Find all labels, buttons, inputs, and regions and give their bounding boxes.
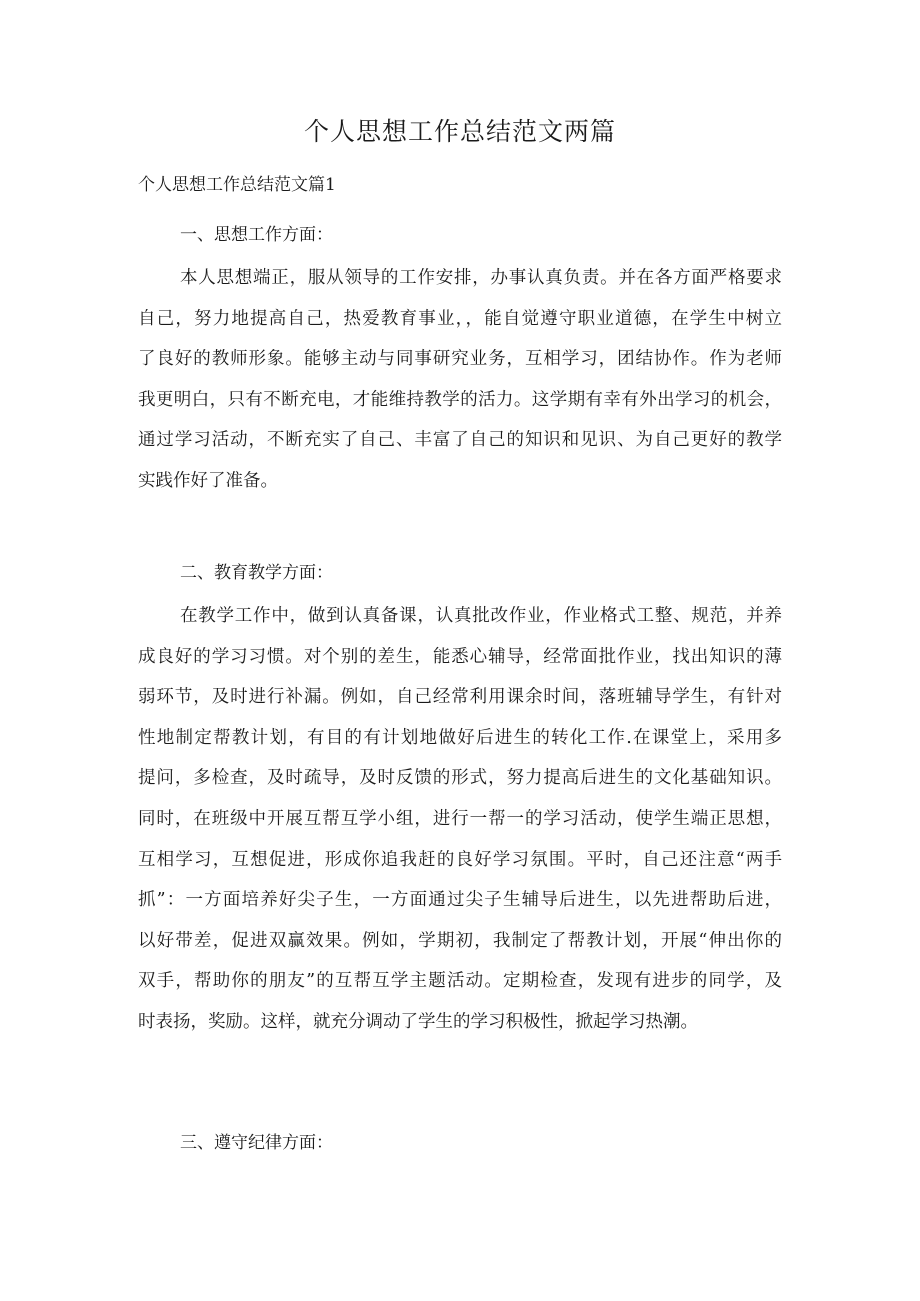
section-paragraph-thought — [138, 258, 782, 502]
paragraph-line: 性地制定帮教计划，有目的有计划地做好后进生的转化工作.在课堂上，采用多 — [138, 727, 782, 748]
paragraph-line: 互相学习，互想促进，形成你追我赶的良好学习氛围。平时，自己还注意“两手 — [138, 849, 782, 870]
paragraph-line: 我更明白，只有不断充电，才能维持教学的活力。这学期有幸有外出学习的机会， — [138, 389, 782, 410]
section-paragraph-teaching — [138, 596, 782, 1043]
paragraph-line: 时表扬，奖励。这样，就充分调动了学生的学习积极性，掀起学习热潮。 — [138, 1011, 698, 1032]
paragraph-line: 在教学工作中，做到认真备课，认真批改作业，作业格式工整、规范，并养 — [180, 606, 782, 626]
document-subtitle: 个人思想工作总结范文篇1 — [138, 175, 336, 195]
paragraph-line: 以好带差，促进双赢效果。例如，学期初，我制定了帮教计划，开展“伸出你的 — [138, 930, 782, 951]
paragraph-line: 成良好的学习习惯。对个别的差生，能悉心辅导，经常面批作业，找出知识的薄 — [138, 646, 782, 667]
section-heading-discipline: 三、遵守纪律方面： — [180, 1133, 333, 1153]
paragraph-line: 实践作好了准备。 — [138, 470, 278, 491]
document-title: 个人思想工作总结范文两篇 — [303, 117, 616, 146]
paragraph-line: 弱环节，及时进行补漏。例如，自己经常利用课余时间，落班辅导学生，有针对 — [138, 687, 782, 708]
paragraph-line: 了良好的教师形象。能够主动与同事研究业务，互相学习，团结协作。作为老师 — [138, 349, 782, 370]
section-heading-thought: 一、思想工作方面： — [180, 225, 333, 245]
paragraph-line: 本人思想端正，服从领导的工作安排，办事认真负责。并在各方面严格要求 — [180, 268, 782, 288]
paragraph-line: 双手，帮助你的朋友”的互帮互学主题活动。定期检查，发现有进步的同学，及 — [138, 971, 782, 992]
paragraph-line: 通过学习活动，不断充实了自己、丰富了自己的知识和见识、为自己更好的教学 — [138, 430, 782, 451]
section-heading-teaching: 二、教育教学方面： — [180, 563, 333, 583]
paragraph-line: 提问，多检查，及时疏导，及时反馈的形式，努力提高后进生的文化基础知识。 — [138, 768, 782, 789]
paragraph-line: 自己，努力地提高自己，热爱教育事业，，能自觉遵守职业道德，在学生中树立 — [138, 308, 782, 329]
paragraph-line: 抓”：一方面培养好尖子生，一方面通过尖子生辅导后进生，以先进帮助后进， — [138, 890, 782, 911]
paragraph-line: 同时，在班级中开展互帮互学小组，进行一帮一的学习活动，使学生端正思想， — [138, 808, 782, 829]
